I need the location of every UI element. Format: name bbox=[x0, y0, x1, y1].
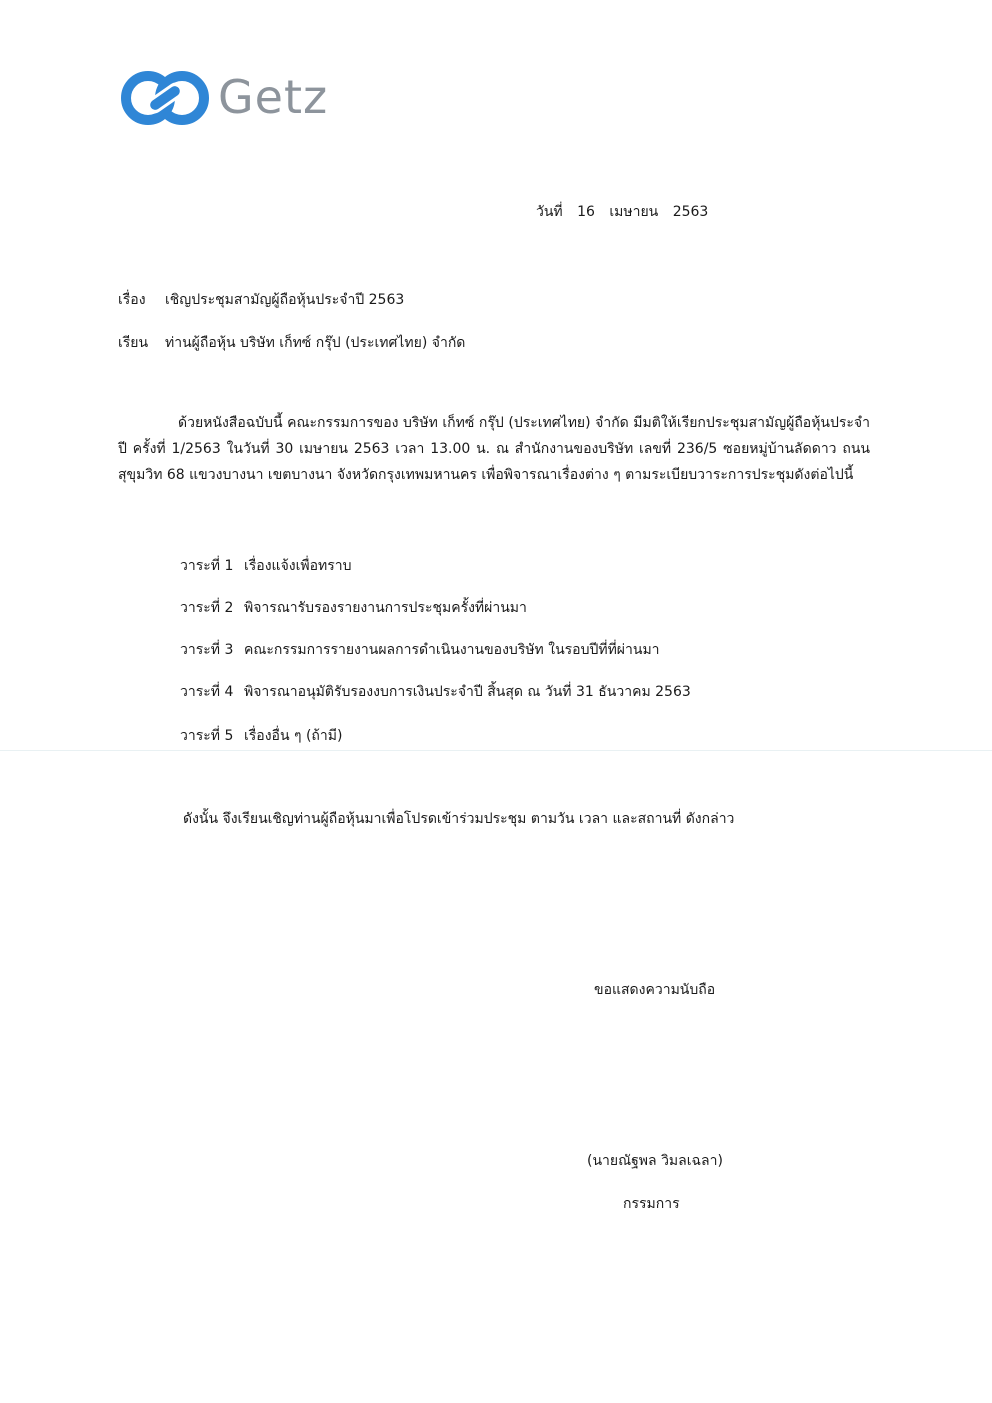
agenda-text: พิจารณารับรองรายงานการประชุมครั้งที่ผ่านมา bbox=[244, 600, 527, 616]
signer-position: กรรมการ bbox=[623, 1196, 680, 1212]
body-paragraph bbox=[118, 410, 870, 488]
subject-text: เชิญประชุมสามัญผู้ถือหุ้นประจำปี 2563 bbox=[165, 292, 405, 308]
recipient-text: ท่านผู้ถือหุ้น บริษัท เก็ทซ์ กรุ๊ป (ประเทศไทย) จำกัด bbox=[165, 335, 466, 351]
agenda-number: วาระที่ 5 bbox=[180, 728, 234, 744]
agenda-number: วาระที่ 3 bbox=[180, 642, 234, 658]
scan-artifact-line bbox=[0, 750, 992, 751]
logo-wordmark: Getz bbox=[218, 70, 329, 124]
recipient-label: เรียน bbox=[118, 335, 149, 351]
getz-logo-icon bbox=[118, 66, 214, 130]
signer-name: (นายณัฐพล วิมลเฉลา) bbox=[587, 1153, 723, 1169]
subject-label: เรื่อง bbox=[118, 292, 146, 308]
agenda-text: เรื่องอื่น ๆ (ถ้ามี) bbox=[244, 728, 343, 744]
agenda-item bbox=[180, 597, 527, 619]
agenda-text: คณะกรรมการรายงานผลการดำเนินงานของบริษัท ในรอบปีที่ที่ผ่านมา bbox=[244, 642, 660, 658]
agenda-number: วาระที่ 2 bbox=[180, 600, 234, 616]
agenda-item bbox=[180, 639, 660, 661]
regards-text: ขอแสดงความนับถือ bbox=[594, 982, 716, 998]
agenda-text: เรื่องแจ้งเพื่อทราบ bbox=[244, 558, 352, 574]
agenda-item bbox=[180, 555, 352, 577]
agenda-item bbox=[180, 725, 342, 747]
company-logo bbox=[118, 66, 338, 130]
date-line: วันที่ 16 เมษายน 2563 bbox=[536, 204, 709, 220]
closing-text: ดังนั้น จึงเรียนเชิญท่านผู้ถือหุ้นมาเพื่อโปรดเข้าร่วมประชุม ตามวัน เวลา และสถานที่ ดังกล่าว bbox=[183, 811, 735, 827]
agenda-item bbox=[180, 681, 691, 703]
agenda-number: วาระที่ 1 bbox=[180, 558, 234, 574]
agenda-text: พิจารณาอนุมัติรับรองงบการเงินประจำปี สิ้นสุด ณ วันที่ 31 ธันวาคม 2563 bbox=[244, 684, 691, 700]
agenda-number: วาระที่ 4 bbox=[180, 684, 234, 700]
body-paragraph-text: ด้วยหนังสือฉบับนี้ คณะกรรมการของ บริษัท เก็ทซ์ กรุ๊ป (ประเทศไทย) จำกัด มีมติให้เรียกประชุมสามัญผู้ถือหุ้นประจำปี ครั้งที่ 1/2563 ในวันที่ 30 เมษายน 2563 เวลา 13.00 น. ณ สำนักงานของบริษัท เลขที่ 236/5 ซอยหมู่บ้านลัดดาว ถนนสุขุมวิท 68 แขวงบางนา เขตบางนา จังหวัดกรุงเทพมหานคร เพื่อพิจารณาเรื่องต่าง ๆ ตามระเบียบวาระการประชุมดังต่อไปนี้ bbox=[118, 415, 870, 483]
